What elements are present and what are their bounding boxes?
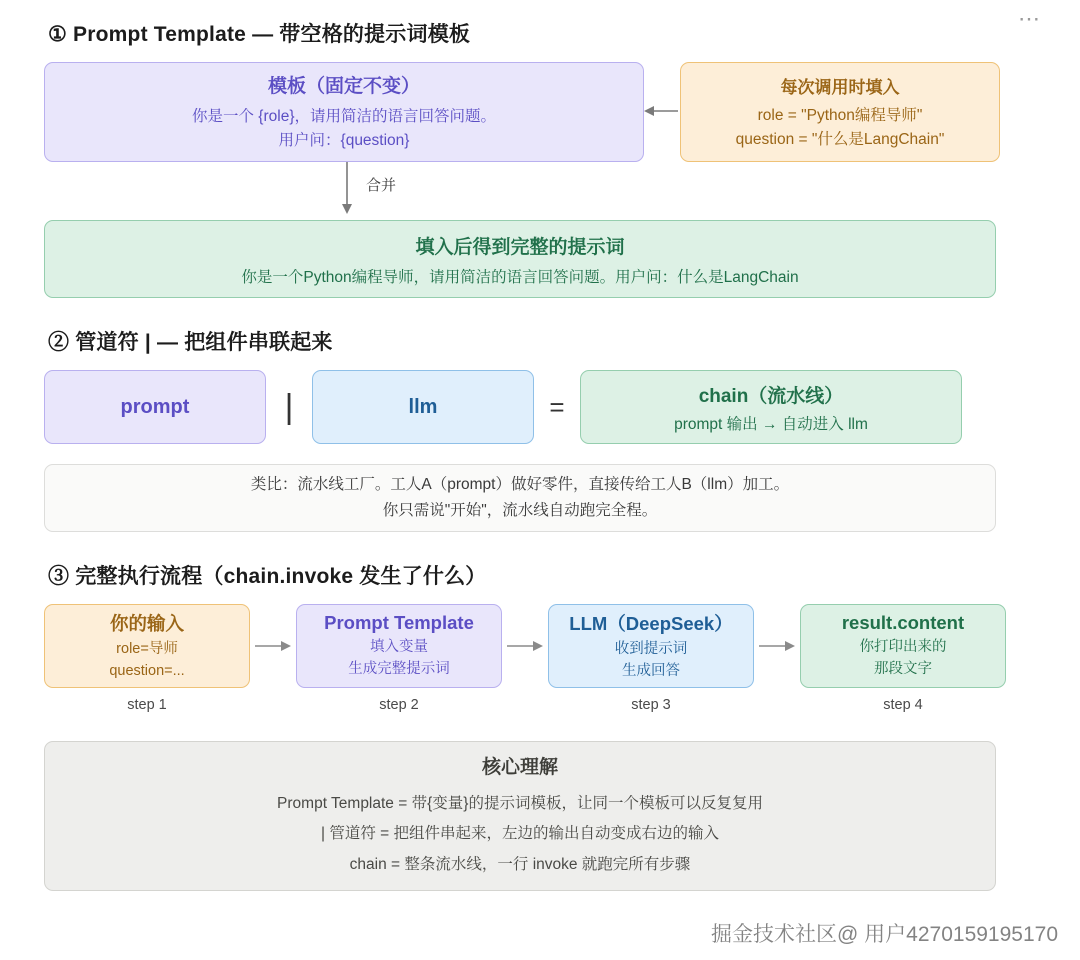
step1-line1: role=导师 xyxy=(116,641,178,658)
llm-component-box: llm xyxy=(312,370,534,444)
merge-connector xyxy=(44,162,644,220)
flow-row xyxy=(44,604,1036,719)
step2-title: Prompt Template xyxy=(324,612,474,634)
step4-line2: 那段文字 xyxy=(874,660,932,677)
core-title: 核心理解 xyxy=(481,757,558,779)
section3-title: ③ 完整执行流程（chain.invoke 发生了什么） xyxy=(48,565,487,588)
step3-title: LLM（DeepSeek） xyxy=(569,613,733,635)
section1-row xyxy=(44,62,1036,162)
watermark: 掘金技术社区@ 用户4270159195170 xyxy=(711,923,1058,946)
step1-label: step 1 xyxy=(127,697,167,713)
step3-line2: 生成回答 xyxy=(622,662,680,679)
step3-label: step 3 xyxy=(631,697,671,713)
fill-values-line1: role = "Python编程导师" xyxy=(757,107,923,125)
analogy-line2: 你只需说"开始"，流水线自动跑完全程。 xyxy=(382,502,658,519)
flow-arrow-2-icon xyxy=(502,604,548,688)
final-prompt-title: 填入后得到完整的提示词 xyxy=(415,236,625,258)
section-execution-flow xyxy=(44,560,1036,891)
flow-step xyxy=(296,604,502,713)
step4-label: step 4 xyxy=(883,697,923,713)
template-box-title: 模板（固定不变） xyxy=(267,75,420,97)
core-line2: | 管道符 = 把组件串起来，左边的输出自动变成右边的输入 xyxy=(321,825,719,843)
template-box-line2: 用户问：{question} xyxy=(278,132,410,149)
step1-line2: question=... xyxy=(109,662,185,679)
step2-line2: 生成完整提示词 xyxy=(348,660,450,677)
chain-result-title: chain（流水线） xyxy=(698,385,844,407)
step1-box xyxy=(44,604,250,688)
core-line1: Prompt Template = 带{变量}的提示词模板，让同一个模板可以反复复用 xyxy=(277,795,763,813)
chain-result-box xyxy=(580,370,962,444)
fill-values-line2: question = "什么是LangChain" xyxy=(735,130,945,148)
final-prompt-box xyxy=(44,220,996,298)
step1-title: 你的输入 xyxy=(109,613,184,635)
flow-arrow-1-icon xyxy=(250,604,296,688)
chain-result-sub: prompt 输出 → 自动进入 llm xyxy=(674,415,868,433)
step2-box xyxy=(296,604,502,688)
prompt-component-box: prompt xyxy=(44,370,266,444)
step4-title: result.content xyxy=(841,612,965,634)
flow-arrow-3-icon xyxy=(754,604,800,688)
core-understanding-box xyxy=(44,741,996,891)
template-box xyxy=(44,62,644,162)
section2-title: ② 管道符 | — 把组件串联起来 xyxy=(48,331,333,354)
step4-box xyxy=(800,604,1006,688)
step2-line1: 填入变量 xyxy=(370,639,428,656)
analogy-box xyxy=(44,464,996,532)
template-box-line1: 你是一个 {role}，请用简洁的语言回答问题。 xyxy=(191,107,496,125)
overflow-menu-icon[interactable]: ⋯ xyxy=(1018,6,1042,31)
step4-line1: 你打印出来的 xyxy=(859,639,947,656)
core-line3: chain = 整条流水线，一行 invoke 就跑完所有步骤 xyxy=(349,855,691,873)
fill-values-box xyxy=(680,62,1000,162)
analogy-line1: 类比：流水线工厂。工人A（prompt）做好零件，直接传给工人B（llm）加工。 xyxy=(250,475,790,493)
final-prompt-line: 你是一个Python编程导师，请用简洁的语言回答问题。用户问：什么是LangChain xyxy=(241,268,799,286)
flow-step xyxy=(44,604,250,713)
pipe-row xyxy=(44,370,1036,444)
section-prompt-template xyxy=(44,0,1036,298)
step2-label: step 2 xyxy=(379,697,419,713)
equals-symbol: = xyxy=(549,391,565,422)
fill-values-title: 每次调用时填入 xyxy=(780,78,900,98)
step3-box xyxy=(548,604,754,688)
flow-step xyxy=(548,604,754,713)
merge-label: 合并 xyxy=(366,177,397,194)
merge-arrow-icon xyxy=(340,162,354,216)
pipe-symbol: | xyxy=(284,387,294,426)
section-pipe-operator xyxy=(44,326,1036,532)
flow-step xyxy=(800,604,1006,713)
fill-to-template-arrow xyxy=(644,62,680,162)
section1-title: ① Prompt Template — 带空格的提示词模板 xyxy=(48,23,471,46)
step3-line1: 收到提示词 xyxy=(614,641,688,658)
